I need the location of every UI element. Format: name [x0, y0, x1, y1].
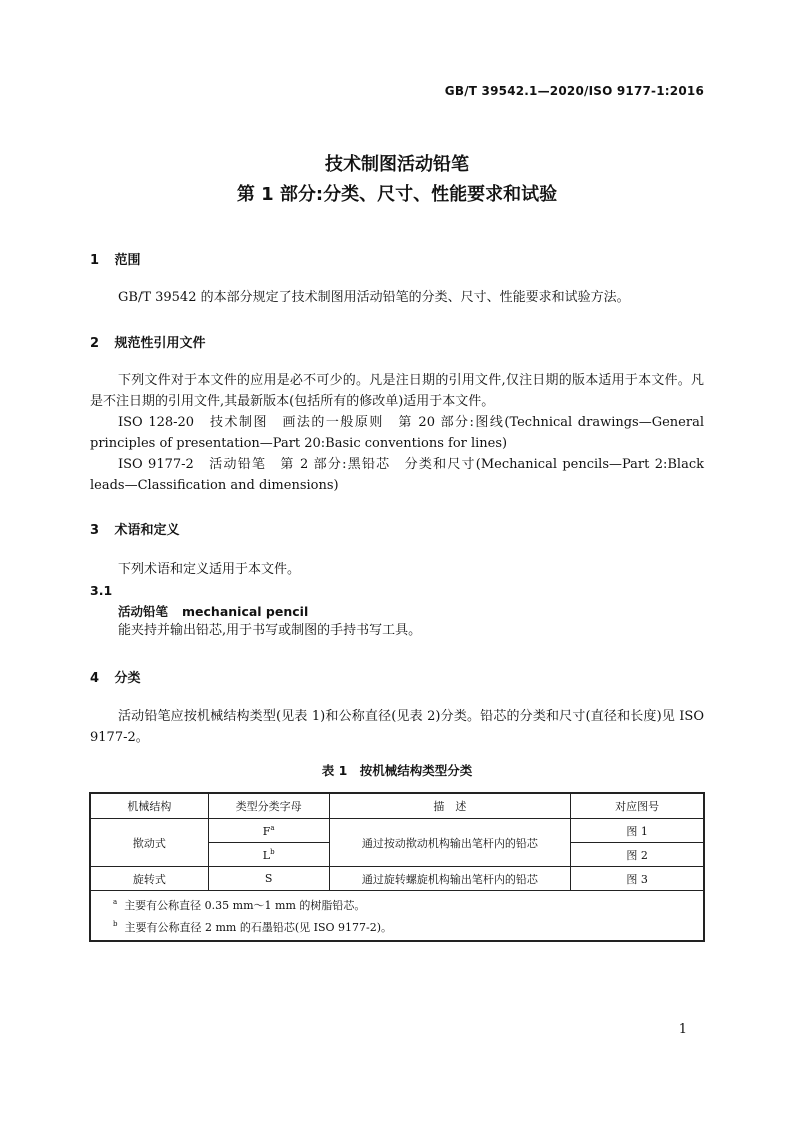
description-cell: 通过旋转螺旋机构输出笔杆内的铅芯	[329, 867, 571, 891]
section-title: 规范性引用文件	[114, 336, 206, 351]
table-row	[91, 819, 704, 843]
table-footnote: $^a$ 主要有公称直径 0.35 mm～1 mm 的树脂铅芯。	[113, 898, 366, 912]
reference-iso-128-20: ISO 128-20 技术制图 画法的一般原则 第 20 部分:图线(Technical drawings—General principles of presentation—Part 20:Basic conventions for lines)	[90, 415, 704, 451]
section-title: 术语和定义	[114, 523, 180, 538]
term-number: 3.1	[90, 583, 113, 598]
section-title: 范围	[114, 253, 141, 268]
section-heading-terms	[90, 519, 180, 538]
table-notes-row	[91, 891, 704, 941]
description-cell: 通过按动揿动机构输出笔杆内的铅芯	[329, 819, 571, 867]
table-notes	[91, 891, 704, 941]
document-subtitle: 第 1 部分:分类、尺寸、性能要求和试验	[236, 184, 558, 205]
section-number: 2	[90, 336, 100, 351]
terms-intro: 下列术语和定义适用于本文件。	[118, 562, 301, 577]
term-entry	[118, 602, 308, 620]
section-heading-normative-references	[90, 332, 206, 351]
figure-cell: 图 1	[571, 819, 704, 843]
reference-iso-9177-2: ISO 9177-2 活动铅笔 第 2 部分:黑铅芯 分类和尺寸(Mechanical pencils—Part 2:Black leads—Classification and dimensions)	[90, 457, 704, 493]
page-number: 1	[678, 1022, 687, 1037]
section-number: 3	[90, 523, 100, 538]
term-english: mechanical pencil	[182, 604, 309, 619]
section-heading-classification	[90, 667, 141, 686]
type-letter-cell: S	[208, 867, 329, 891]
term-chinese: 活动铅笔	[118, 604, 169, 619]
section-number: 1	[90, 253, 100, 268]
type-letter-cell: $F^a$	[208, 819, 329, 843]
table-footnote: $^b$ 主要有公称直径 2 mm 的石墨铅芯(见 ISO 9177-2)。	[113, 920, 393, 934]
classification-table	[90, 793, 704, 941]
column-header: 对应图号	[571, 794, 704, 819]
document-title: 技术制图活动铅笔	[325, 154, 469, 175]
figure-cell: 图 2	[571, 843, 704, 867]
scope-paragraph: GB/T 39542 的本部分规定了技术制图用活动铅笔的分类、尺寸、性能要求和试验方法。	[118, 290, 630, 305]
mechanism-cell: 旋转式	[91, 867, 209, 891]
column-header: 类型分类字母	[208, 794, 329, 819]
table-header-row	[91, 794, 704, 819]
column-header: 机械结构	[91, 794, 209, 819]
section-number: 4	[90, 671, 100, 686]
section-title: 分类	[114, 671, 141, 686]
standard-code: GB/T 39542.1—2020/ISO 9177-1:2016	[444, 84, 704, 98]
mechanism-cell: 揿动式	[91, 819, 209, 867]
references-intro: 下列文件对于本文件的应用是必不可少的。凡是注日期的引用文件,仅注日期的版本适用于本文件。凡是不注日期的引用文件,其最新版本(包括所有的修改单)适用于本文件。	[90, 373, 704, 409]
table-row	[91, 867, 704, 891]
column-header: 描 述	[329, 794, 571, 819]
section-heading-scope	[90, 249, 141, 268]
term-definition: 能夹持并输出铅芯,用于书写或制图的手持书写工具。	[118, 623, 422, 638]
figure-cell: 图 3	[571, 867, 704, 891]
table-caption: 表 1 按机械结构类型分类	[321, 763, 473, 778]
classification-paragraph: 活动铅笔应按机械结构类型(见表 1)和公称直径(见表 2)分类。铅芯的分类和尺寸(直径和长度)见 ISO 9177-2。	[90, 709, 704, 745]
type-letter-cell: $L^b$	[208, 843, 329, 867]
